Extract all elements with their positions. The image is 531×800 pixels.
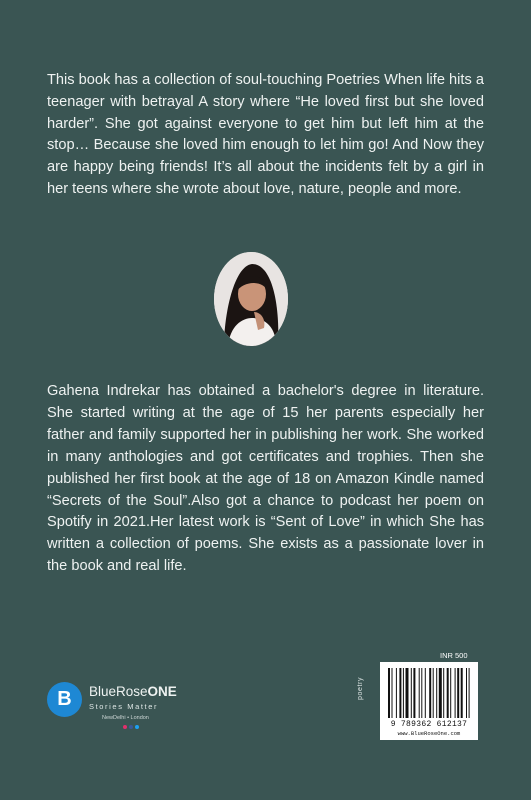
publisher-name: BlueRoseONE xyxy=(89,684,177,699)
author-bio: Gahena Indrekar has obtained a bachelor's degree in literature. She started writing at the age of 15 her parents especially her father and family supported her in publishing her work. She worked in many anthologies and got certificates and trophies. Then she published her first book at the age of 18 on Amazon Kindle named “Secrets of the Soul”.Also got a chance to podcast her poem on Spotify in 2021.Her latest work is “Sent of Love” in which She has written a collection of poems. She exists as a passionate lover in the book and real life. xyxy=(47,383,484,575)
instagram-icon xyxy=(123,725,127,729)
publisher-url: www.BlueRoseOne.com xyxy=(397,730,461,737)
twitter-icon xyxy=(135,725,139,729)
publisher-block xyxy=(47,678,177,748)
isbn-barcode xyxy=(380,662,478,740)
facebook-icon xyxy=(129,725,133,729)
genre-label: poetry xyxy=(357,676,364,700)
publisher-locations: NewDelhi • London xyxy=(102,715,149,721)
publisher-tagline: Stories Matter xyxy=(89,702,159,711)
author-photo xyxy=(214,252,288,346)
social-icons xyxy=(123,725,139,729)
back-cover-blurb: This book has a collection of soul-touching Poetries When life hits a teenager with betrayal A story where “He loved first but she loved harder”. She got against everyone to get him but left him at the stop… Because she loved him enough to let him go! And Now they are happy being friends! It’s all about the incidents felt by a girl in her teens where she wrote about love, nature, people and more. xyxy=(47,72,484,197)
barcode-bars xyxy=(388,668,470,718)
bluerose-logo-icon: B xyxy=(47,682,82,717)
isbn-digits: 9 789362 612137 xyxy=(390,720,468,729)
price-label: INR 500 xyxy=(440,651,468,660)
